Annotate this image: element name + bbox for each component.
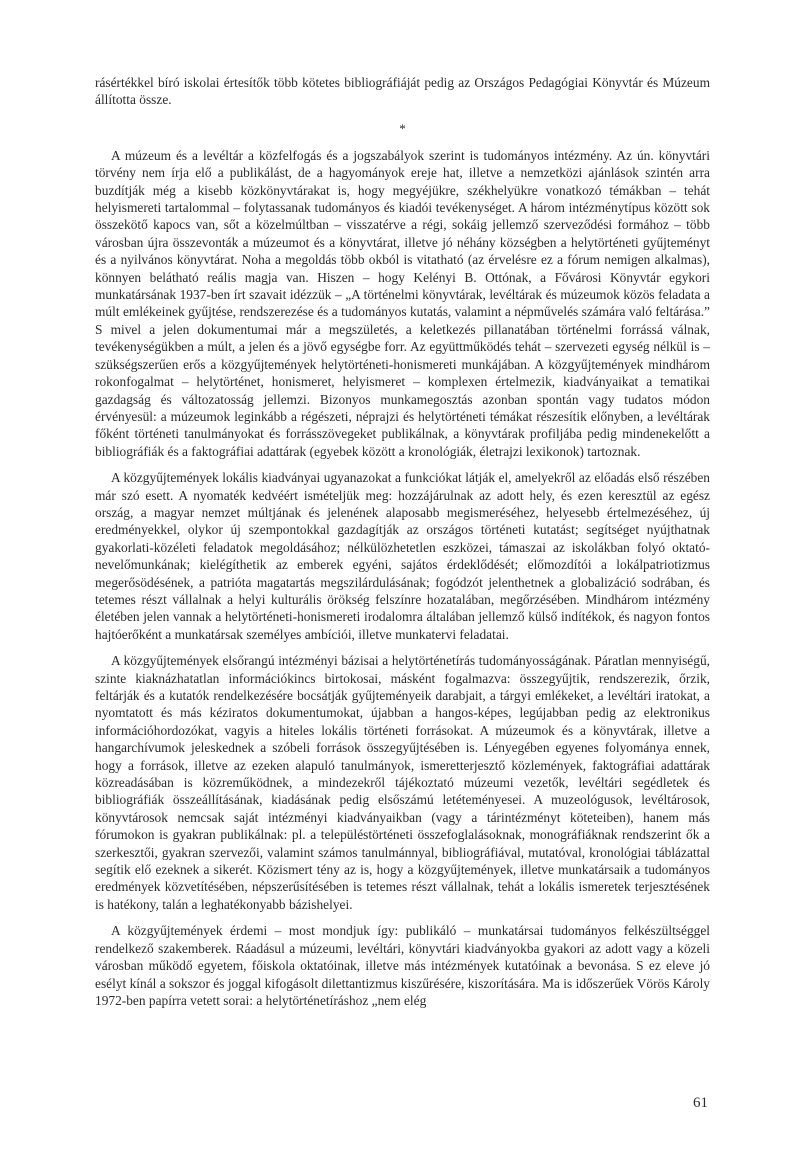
document-page [95,74,710,1009]
paragraph-gap [95,460,710,469]
section-separator: * [399,120,406,136]
paragraph-institutions: A múzeum és a levéltár a közfelfogás és a jogszabályok szerint is tudományos intézmény. Az ún. könyvtári törvény nem írja elő a publikálást, de a hagyományok ereje hat, illetve a nemzetközi ajánlások szintén arra buzdítják még a kisebb közkönyvtárakat is, hogy megyéjükre, székhelyükre vonatkozó témákban – tehát helyismereti tartalommal – folytassanak tudományos és kiadói tevékenységet. A három intézménytípus között sok összekötő kapocs van, sőt a közelmúltban – visszatérve a régi, sokáig jellemző szerveződési formához – több városban újra összevonták a múzeumot és a könyvtárat, illetve jó néhány községben a helytörténeti gyűjteményt és a nyilvános könyvtárat. Noha a megoldás több okból is vitatható (az érvelésre ez a fórum nemigen alkalmas), könnyen belátható reális magja van. Hiszen – hogy Kelényi B. Ottónak, a Fővárosi Könyvtár egykori munkatársának 1937-ben írt szavait idézzük – „A történelmi könyvtárak, levéltárak és múzeumok közös feladata a múlt emlékeinek gyűjtése, rendszerezése és a tudományos kutatás, valamint a népművelés számára való feltárása.” S mivel a jelen dokumentumai már a megszületés, a keletkezés pillanatában történelmi forrássá válnak, tevékenységükben a múlt, a jelen és a jövő egységbe forr. Az együttműködés tehát – szervezeti egység nélkül is – szükségszerűen erős a közgyűjtemények helytörténeti-honismereti munkájában. A közgyűjtemények mindhárom rokonfogalmat – helytörténet, honismeret, helyismeret – komplexen értelmezik, kiadványaikat a tematikai gazdagság és változatosság jellemzi. Bizonyos munkamegosztás azonban spontán vagy tudatos módon érvényesül: a múzeumok leginkább a régészeti, néprajzi és helytörténeti témákat részesítik előnyben, a levéltárak főként történeti tanulmányokat és forrásszövegeket publikálnak, a könyvtárak profiljába pedig mindenekelőtt a bibliográfiák és a faktográfiai adattárak (egyebek között a kronológiák, életrajzi lexikonok) tartoznak. [95,147,710,459]
page-number: 61 [693,1095,708,1111]
paragraph-intro: rásértékkel bíró iskolai értesítők több kötetes bibliográfiáját pedig az Országos Pedagógiai Könyvtár és Múzeum állította össze. [95,75,710,108]
paragraph-staff: A közgyűjtemények érdemi – most mondjuk így: publikáló – munkatársai tudományos felkészültséggel rendelkező szakemberek. Ráadásul a múzeumi, levéltári, könyvtári kiadványokba gyakori az adott vagy a közeli városban működő egyetem, főiskola oktatóinak, illetve más intézmények kutatóinak a bevonása. S ez eleve jó esélyt kínál a sokszor és joggal kifogásolt dilettantizmus kiszűrésére, kiszorítására. Ma is időszerűek Vörös Károly 1972-ben papírra vetett sorai: a helytörténetíráshoz „nem elég [95,923,710,1008]
paragraph-gap [95,643,710,652]
paragraph-gap [95,913,710,922]
paragraph-institutional-bases: A közgyűjtemények elsőrangú intézményi bázisai a helytörténetírás tudományosságának. Páratlan mennyiségű, szinte kiaknázhatatlan információkincs birtokosai, másként fogalmazva: összegyűjtik, rendszerezik, őrzik, feltárják és a kutatók rendelkezésére bocsátják gyűjteményeik darabjait, a tárgyi emlékeket, a levéltári iratokat, a nyomtatott és más kéziratos dokumentumokat, újabban a hangos-képes, legújabban pedig az elektronikus információhordozókat, vagyis a hiteles lokális történeti forrásokat. A múzeumok és a könyvtárak, illetve a hangarchívumok jeleskednek a szóbeli források összegyűjtésében is. Lényegében egyenes folyománya ennek, hogy a források, illetve az ezeken alapuló tanulmányok, ismeretterjesztő közlemények, faktográfiai adattárak közreadásában is közreműködnek, a mindezekről tájékoztató múzeumi vezetők, levéltári segédletek és bibliográfiák összeállításának, kiadásának pedig elsőszámú letéteményesei. A muzeológusok, levéltárosok, könyvtárosok nemcsak saját intézményi kiadványaikban (vagy a tárintézményt köteteiben), hanem más fórumokon is gyakran publikálnak: pl. a településtörténeti összefoglalásoknak, monográfiáknak rendszerint ők a szerkesztői, gyakran szervezői, valamint számos tanulmánnyal, bibliográfiával, mutatóval, kronológiai táblázattal segítik elő ezeknek a sikerét. Közismert tény az is, hogy a közgyűjtemények, illetve munkatársaik a tudományos eredmények közvetítésében, népszerűsítésében is tetemes részt vállalnak, tehát a lokális ismeretek terjesztésének is hatékony, talán a leghatékonyabb bázishelyei. [95,653,710,912]
paragraph-local-publications: A közgyűjtemények lokális kiadványai ugyanazokat a funkciókat látják el, amelyekről az előadás első részében már szó esett. A nyomaték kedvéért ismételjük meg: hozzájárulnak az adott hely, és ezen keresztül az egész ország, a magyar nemzet múltjának és jelenének alaposabb megismeréséhez, helyesebb értelmezéséhez, új eredményekkel, olykor új szempontokkal gazdagítják az országos történeti kutatást; segítséget nyújthatnak gyakorlati-közéleti feladatok megoldásához; nélkülözhetetlen eszközei, támaszai az iskolákban folyó oktató-nevelőmunkának; kielégíthetik az emberek egyéni, sajátos érdeklődését; előmozdítói a lokálpatriotizmus megerősödésének, a patrióta magatartás megszilárdulásának; fogódzót jelenthetnek a globalizáció sodrában, és tetemes részt vállalnak a helyi kulturális örökség felszínre hozatalában, megőrzésében. Mindhárom intézmény életében jelen vannak a helytörténeti-honismereti irodalomra általában jellemző külső indítékok, és nagyon fontos hajtóerőként a munkatársak személyes ambíciói, illetve munkatervi feladatai. [95,470,710,642]
